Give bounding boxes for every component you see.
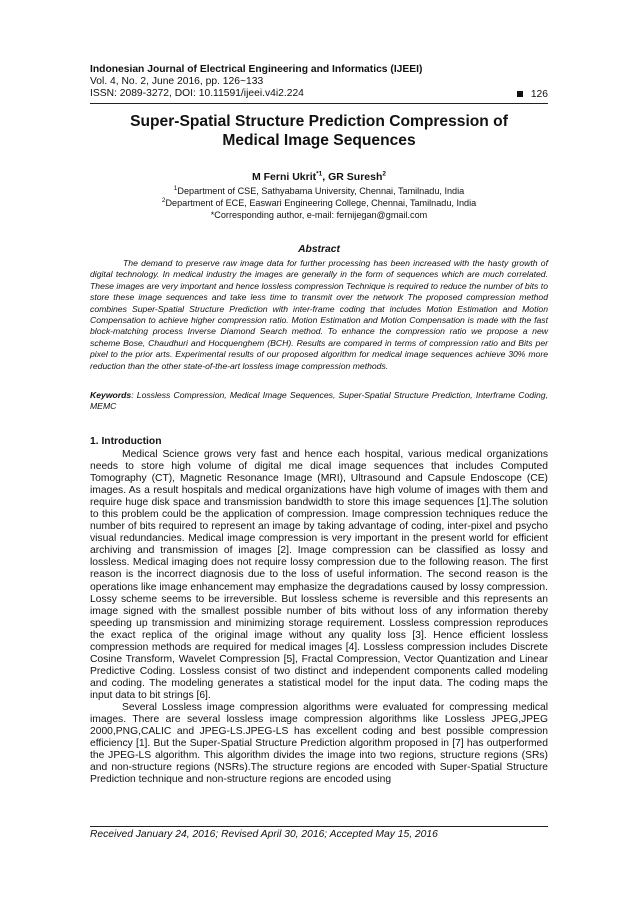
square-bullet-icon — [517, 91, 523, 97]
keywords-text: : Lossless Compression, Medical Image Sequences, Super-Spatial Structure Prediction, Interframe Coding, MEMC — [90, 390, 548, 412]
author-2-sup: 2 — [382, 170, 387, 178]
author-1-sup: *1 — [316, 170, 323, 178]
paper-title — [90, 112, 548, 150]
author-list — [90, 171, 548, 183]
paragraph-1: Medical Science grows very fast and hence each hospital, various medical organizations needs to store high volume of digital me dical image sequences that includes Computed Tomography (CT), Magnetic Resonance Image (MRI), Ultrasound and Capsule Endoscope (CE) images. As a result hospitals and medical organizations have high volume of images with them and require huge disk space and transmission bandwidth to store this image sequences [1].The solution to this problem could be the application of compression. Image compression techniques reduce the number of bits required to represent an image by taking advantage of coding, inter-pixel and psycho visual redundancies. Medical image compression is very important in the present world for efficient archiving and transmission of images [2]. Image compression can be classified as lossy and lossless. Medical imaging does not require lossy compression due to the following reason. The first reason is the incorrect diagnosis due to the loss of useful information. The second reason is the operations like image enhancement may emphasize the degradations caused by lossy compression. Lossy scheme seems to be irreversible. But lossless scheme is reversible and this represents an image signed with the smallest possible number of bits without loss of any information thereby speeding up transmission and minimizing storage requirement. Lossless compression reproduces the exact replica of the original image without any quality loss [3]. Hence efficient lossless compression methods are required for medical images [4]. Lossless compression includes Discrete Cosine Transform, Wavelet Compression [5], Fractal Compression, Vector Quantization and Linear Predictive Coding. Lossless consist of two distinct and independent components called modeling and coding. The modeling generates a statistical model for the input data. The coding maps the input data to bit strings [6]. — [90, 449, 548, 701]
title-line-2: Medical Image Sequences — [222, 132, 416, 149]
author-2: GR Suresh — [328, 171, 383, 183]
keywords-label: Keywords — [90, 390, 132, 400]
affiliation-2-sup: 2 — [161, 196, 166, 204]
affiliation-2 — [90, 198, 548, 210]
footer-rule — [90, 826, 548, 827]
affiliation-2-text: Department of ECE, Easwari Engineering College, Chennai, Tamilnadu, India — [165, 198, 477, 208]
keywords — [90, 390, 548, 413]
journal-name: Indonesian Journal of Electrical Engineering and Informatics (IJEEI) — [90, 64, 423, 75]
journal-issn: ISSN: 2089-3272, DOI: 10.11591/ijeei.v4i2.224 — [90, 88, 304, 99]
abstract-body — [90, 258, 548, 372]
affiliation-1-text: Department of CSE, Sathyabama University, Chennai, Tamilnadu, India — [177, 186, 465, 196]
journal-header — [90, 64, 548, 100]
author-1: M Ferni Ukrit — [251, 171, 317, 183]
abstract-heading: Abstract — [298, 244, 340, 255]
issn-row — [90, 88, 548, 100]
author-sep: , — [322, 171, 329, 183]
page-number-group — [517, 89, 548, 100]
title-line-1: Super-Spatial Structure Prediction Compression of — [130, 113, 508, 130]
page-number: 126 — [530, 88, 548, 100]
journal-volume: Vol. 4, No. 2, June 2016, pp. 126~133 — [90, 76, 264, 87]
corresponding-author: *Corresponding author, e-mail: fernijegan@gmail.com — [210, 210, 428, 220]
section-body — [90, 449, 548, 786]
abstract-text: The demand to preserve raw image data for further processing has been increased with the hasty growth of digital technology. In medical industry the images are generally in the form of sequences which are much correlated. These images are very important and hence lossless compression Technique is required to reduce the number of bits to store these image sequences and take less time to transmit over the network The proposed compression method combines Super-Spatial Structure Prediction with inter-frame coding that includes Motion Estimation and Motion Compensation to achieve higher compression ratio. Motion Estimation and Motion Compensation is made with the fast block-matching process Inverse Diamond Search method. To enhance the compression ratio we propose a new scheme Bose, Chaudhuri and Hocquenghem (BCH). Results are compared in terms of compression ratio and Bits per pixel to the prior arts. Experimental results of our proposed algorithm for medical image sequences achieve 30% more reduction than the other state-of-the-art lossless image compression methods. — [90, 258, 548, 371]
affiliation-1-sup: 1 — [173, 184, 178, 192]
affiliation-1 — [90, 186, 548, 198]
section-heading: 1. Introduction — [90, 436, 162, 447]
header-rule — [90, 103, 548, 104]
paragraph-2: Several Lossless image compression algorithms were evaluated for compressing medical images. There are several lossless image compression algorithms like Lossless JPEG,JPEG 2000,PNG,CALIC and JPEG-LS.JPEG-LS has excellent coding and best possible compression efficiency [1]. But the Super-Spatial Structure Prediction algorithm proposed in [7] has outperformed the JPEG-LS algorithm. This algorithm divides the image into two regions, structure regions (SRs) and non-structure regions (NSRs).The structure regions are encoded with Super-Spatial Structure Prediction technique and non-structure regions are encoded using — [90, 701, 548, 786]
received-dates: Received January 24, 2016; Revised April 30, 2016; Accepted May 15, 2016 — [90, 829, 438, 840]
